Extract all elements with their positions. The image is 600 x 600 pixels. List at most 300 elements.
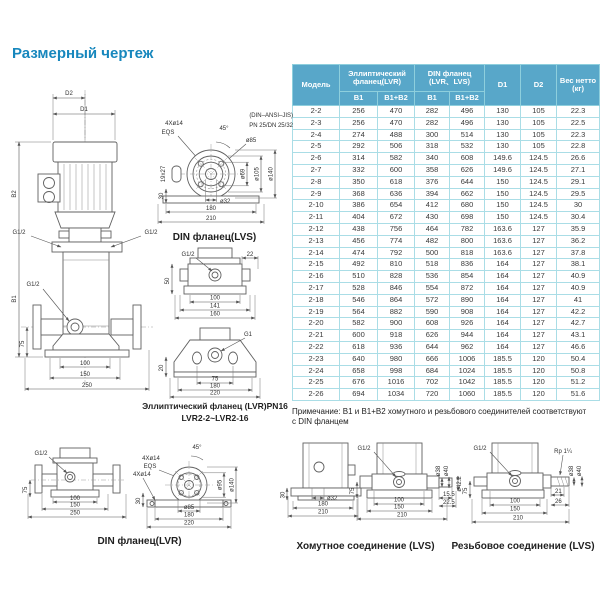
value-cell: 782 (450, 223, 485, 235)
value-cell: 1034 (378, 389, 415, 401)
dim-label-o69: ø69 (240, 168, 247, 180)
dim-label-o32: ø32 (327, 496, 338, 502)
value-cell: 22.3 (557, 129, 600, 141)
port-label-g12-left: G1/2 (12, 230, 26, 236)
value-cell: 124.5 (521, 212, 557, 224)
value-cell: 185.5 (485, 365, 521, 377)
model-cell: 2-23 (293, 353, 340, 365)
value-cell: 38.1 (557, 259, 600, 271)
dim-label-150: 150 (509, 506, 521, 513)
dim-label-21: 21 (555, 489, 562, 495)
table-row (293, 200, 600, 212)
table-row (293, 164, 600, 176)
slot-label-19x27: 19x27 (161, 165, 167, 183)
din-lvs-top-view-drawing (150, 106, 294, 232)
motor-outline (38, 142, 117, 228)
value-cell: 127 (521, 341, 557, 353)
dim-label-o105: ø105 (254, 167, 261, 181)
col-header-b1b2: B1+B2 (378, 92, 415, 106)
value-cell: 120 (521, 389, 557, 401)
value-cell: 127 (521, 271, 557, 283)
value-cell: 720 (415, 389, 450, 401)
model-cell: 2-21 (293, 330, 340, 342)
table-row (293, 330, 600, 342)
standard-label-1: (DIN–ANSI–JIS) (249, 113, 293, 119)
model-cell: 2-7 (293, 164, 340, 176)
value-cell: 496 (450, 117, 485, 129)
table-row (293, 377, 600, 389)
dimensions-table (292, 64, 600, 401)
value-cell: 618 (340, 341, 378, 353)
value-cell: 35.9 (557, 223, 600, 235)
col-header-din-flange: DIN фланец (LVR、LVS) (415, 65, 485, 92)
caption-line-1: Эллиптический фланец (LVR)PN16 (142, 401, 288, 411)
value-cell: 127 (521, 318, 557, 330)
dim-label-30: 30 (159, 192, 165, 200)
model-cell: 2-17 (293, 282, 340, 294)
value-cell: 124.5 (521, 200, 557, 212)
value-cell: 590 (415, 306, 450, 318)
value-cell: 810 (378, 259, 415, 271)
value-cell: 528 (340, 282, 378, 294)
col-header-b1: B1 (415, 92, 450, 106)
dim-label-210: 210 (317, 509, 329, 516)
value-cell: 120 (521, 353, 557, 365)
table-row (293, 271, 600, 283)
dim-label-22: 22 (246, 252, 254, 258)
caption-line-2: LVR2-2~LVR2-16 (181, 413, 249, 423)
value-cell: 105 (521, 117, 557, 129)
value-cell: 644 (450, 176, 485, 188)
value-cell: 150 (485, 188, 521, 200)
value-cell: 698 (450, 212, 485, 224)
value-cell: 518 (415, 259, 450, 271)
value-cell: 368 (340, 188, 378, 200)
value-cell: 256 (340, 117, 378, 129)
model-cell: 2-13 (293, 235, 340, 247)
dim-label-160: 160 (209, 311, 221, 318)
port-label-g12-right: G1/2 (144, 230, 158, 236)
model-cell: 2-15 (293, 259, 340, 271)
table-row (293, 153, 600, 165)
value-cell: 386 (340, 200, 378, 212)
value-cell: 27.1 (557, 164, 600, 176)
value-cell: 256 (340, 106, 378, 118)
eqs-label: EQS (143, 464, 157, 470)
value-cell: 546 (340, 294, 378, 306)
value-cell: 1060 (450, 389, 485, 401)
value-cell: 438 (340, 223, 378, 235)
table-row (293, 176, 600, 188)
value-cell: 164 (485, 330, 521, 342)
model-cell: 2-11 (293, 212, 340, 224)
value-cell: 1042 (450, 377, 485, 389)
value-cell: 358 (415, 164, 450, 176)
dim-label-30: 30 (280, 491, 287, 499)
dim-label-150: 150 (69, 502, 81, 509)
page-title: Размерный чертеж (12, 45, 154, 62)
value-cell: 818 (450, 247, 485, 259)
model-cell: 2-26 (293, 389, 340, 401)
clamp-front-view-drawing (280, 441, 363, 525)
dim-label-210: 210 (512, 515, 524, 522)
model-cell: 2-25 (293, 377, 340, 389)
value-cell: 124.5 (521, 176, 557, 188)
value-cell: 1024 (450, 365, 485, 377)
table-row (293, 318, 600, 330)
dim-label-o85: ø85 (183, 505, 195, 511)
value-cell: 40.9 (557, 282, 600, 294)
value-cell: 127 (521, 282, 557, 294)
dim-label-o32: ø32 (220, 199, 231, 205)
value-cell: 496 (450, 106, 485, 118)
dim-label-100: 100 (509, 498, 521, 505)
dim-label-o42-2: ø42.2 (457, 476, 463, 492)
bolt-count-label: 4Xø14 (142, 456, 160, 462)
dim-label-250: 250 (69, 510, 81, 517)
value-cell: 149.6 (485, 153, 521, 165)
value-cell: 314 (340, 153, 378, 165)
value-cell: 50.8 (557, 365, 600, 377)
din-lvr-side-view-drawing (25, 446, 130, 521)
dim-label-o40: ø40 (444, 465, 450, 477)
col-header-b1b2: B1+B2 (450, 92, 485, 106)
dim-label-75: 75 (463, 487, 469, 495)
table-row (293, 282, 600, 294)
value-cell: 532 (450, 141, 485, 153)
dim-label-100: 100 (209, 295, 221, 302)
dim-label-100: 100 (393, 497, 405, 504)
elliptical-flange-view-drawing (158, 326, 292, 402)
value-cell: 488 (378, 129, 415, 141)
table-row (293, 389, 600, 401)
dim-label-150: 150 (393, 504, 405, 511)
value-cell: 376 (415, 176, 450, 188)
value-cell: 500 (415, 247, 450, 259)
model-cell: 2-24 (293, 365, 340, 377)
value-cell: 846 (378, 282, 415, 294)
value-cell: 626 (450, 164, 485, 176)
bolt-count-label: 4Xø14 (165, 121, 183, 127)
port-label-g12: G1/2 (34, 451, 48, 457)
caption-din-flange-lvr: DIN фланец(LVR) (97, 536, 182, 547)
value-cell: 998 (378, 365, 415, 377)
model-cell: 2-14 (293, 247, 340, 259)
value-cell: 658 (340, 365, 378, 377)
value-cell: 792 (378, 247, 415, 259)
value-cell: 22.3 (557, 106, 600, 118)
value-cell: 350 (340, 176, 378, 188)
model-cell: 2-19 (293, 306, 340, 318)
value-cell: 292 (340, 141, 378, 153)
dim-label-100: 100 (79, 361, 91, 367)
bolt-count-label-2: 4Xø14 (133, 472, 151, 478)
value-cell: 130 (485, 129, 521, 141)
value-cell: 636 (378, 188, 415, 200)
table-row (293, 341, 600, 353)
value-cell: 164 (485, 341, 521, 353)
value-cell: 127 (521, 259, 557, 271)
port-label-g12: G1/2 (473, 446, 487, 452)
value-cell: 282 (415, 106, 450, 118)
value-cell: 127 (521, 235, 557, 247)
value-cell: 50.4 (557, 353, 600, 365)
value-cell: 900 (378, 318, 415, 330)
value-cell: 164 (485, 294, 521, 306)
value-cell: 854 (450, 271, 485, 283)
dim-label-o140: ø140 (229, 478, 236, 492)
dim-label-75: 75 (211, 376, 219, 383)
value-cell: 124.5 (521, 153, 557, 165)
port-label-g12: G1/2 (357, 446, 371, 452)
value-cell: 514 (450, 129, 485, 141)
value-cell: 120 (521, 377, 557, 389)
value-cell: 40.9 (557, 271, 600, 283)
value-cell: 918 (378, 330, 415, 342)
value-cell: 980 (378, 353, 415, 365)
dim-label-o140: ø140 (268, 167, 275, 181)
value-cell: 680 (450, 200, 485, 212)
col-header-weight: Вес нетто (кг) (557, 65, 600, 106)
value-cell: 274 (340, 129, 378, 141)
value-cell: 774 (378, 235, 415, 247)
dim-label-75: 75 (20, 340, 26, 348)
dimensions-table-wrap (292, 64, 599, 401)
model-cell: 2-2 (293, 106, 340, 118)
dim-label-75: 75 (23, 486, 29, 494)
model-cell: 2-6 (293, 153, 340, 165)
dim-label-150: 150 (79, 372, 91, 378)
value-cell: 149.6 (485, 164, 521, 176)
value-cell: 412 (415, 200, 450, 212)
value-cell: 105 (521, 141, 557, 153)
value-cell: 41 (557, 294, 600, 306)
table-row (293, 259, 600, 271)
value-cell: 105 (521, 106, 557, 118)
value-cell: 164 (485, 318, 521, 330)
value-cell: 684 (415, 365, 450, 377)
value-cell: 150 (485, 176, 521, 188)
table-row (293, 306, 600, 318)
value-cell: 564 (340, 306, 378, 318)
table-row (293, 117, 600, 129)
value-cell: 836 (450, 259, 485, 271)
value-cell: 37.8 (557, 247, 600, 259)
value-cell: 926 (450, 318, 485, 330)
dim-label-180: 180 (205, 206, 217, 212)
value-cell: 456 (340, 235, 378, 247)
value-cell: 164 (485, 306, 521, 318)
value-cell: 936 (378, 341, 415, 353)
table-row (293, 223, 600, 235)
value-cell: 185.5 (485, 377, 521, 389)
value-cell: 618 (378, 176, 415, 188)
value-cell: 676 (340, 377, 378, 389)
value-cell: 672 (378, 212, 415, 224)
value-cell: 150 (485, 200, 521, 212)
value-cell: 626 (415, 330, 450, 342)
table-row (293, 365, 600, 377)
value-cell: 36.2 (557, 235, 600, 247)
dim-label-220: 220 (183, 520, 195, 527)
threaded-side-view-drawing (460, 441, 595, 529)
value-cell: 882 (378, 306, 415, 318)
value-cell: 51.6 (557, 389, 600, 401)
value-cell: 640 (340, 353, 378, 365)
value-cell: 42.2 (557, 306, 600, 318)
table-row (293, 129, 600, 141)
value-cell: 470 (378, 117, 415, 129)
model-cell: 2-10 (293, 200, 340, 212)
dim-label-o38: ø38 (436, 465, 442, 477)
dim-label-100: 100 (69, 496, 81, 502)
value-cell: 318 (415, 141, 450, 153)
pump-head-outline (52, 228, 122, 334)
value-cell: 572 (415, 294, 450, 306)
dim-label-30: 30 (136, 497, 142, 505)
value-cell: 332 (340, 164, 378, 176)
dim-label-b2: B2 (12, 190, 18, 198)
dim-label-20: 20 (159, 364, 165, 372)
value-cell: 536 (415, 271, 450, 283)
table-row (293, 106, 600, 118)
model-cell: 2-3 (293, 117, 340, 129)
table-row (293, 188, 600, 200)
port-label-g12-mid: G1/2 (26, 282, 40, 288)
value-cell: 872 (450, 282, 485, 294)
value-cell: 864 (378, 294, 415, 306)
dim-label-22-5: 22.5 (443, 500, 455, 506)
model-cell: 2-12 (293, 223, 340, 235)
value-cell: 42.7 (557, 318, 600, 330)
din-lvs-side-view-drawing (158, 248, 292, 322)
col-header-model: Модель (293, 65, 340, 106)
dim-label-210: 210 (396, 512, 408, 519)
value-cell: 608 (450, 153, 485, 165)
table-row (293, 294, 600, 306)
dim-label-75: 75 (350, 487, 356, 495)
dim-label-180: 180 (317, 501, 329, 508)
dim-label-26: 26 (555, 499, 562, 505)
value-cell: 163.6 (485, 235, 521, 247)
port-label-g12: G1/2 (181, 252, 195, 258)
caption-clamp-connection: Хомутное соединение (LVS) (296, 541, 435, 552)
dim-label-d2: D2 (65, 91, 73, 97)
model-cell: 2-18 (293, 294, 340, 306)
value-cell: 30 (557, 200, 600, 212)
value-cell: 105 (521, 129, 557, 141)
value-cell: 756 (378, 223, 415, 235)
value-cell: 654 (378, 200, 415, 212)
model-cell: 2-20 (293, 318, 340, 330)
dim-label-o40: ø40 (577, 465, 583, 477)
value-cell: 164 (485, 282, 521, 294)
table-row (293, 141, 600, 153)
flange-base (163, 196, 259, 203)
value-cell: 482 (415, 235, 450, 247)
model-cell: 2-8 (293, 176, 340, 188)
value-cell: 164 (485, 259, 521, 271)
value-cell: 163.6 (485, 223, 521, 235)
value-cell: 163.6 (485, 247, 521, 259)
clamp-side-view-drawing (352, 441, 467, 526)
value-cell: 608 (415, 318, 450, 330)
value-cell: 600 (340, 330, 378, 342)
caption-elliptical-flange (130, 400, 300, 424)
value-cell: 127 (521, 223, 557, 235)
value-cell: 120 (521, 365, 557, 377)
value-cell: 702 (415, 377, 450, 389)
value-cell: 694 (340, 389, 378, 401)
table-row (293, 235, 600, 247)
dim-label-180: 180 (209, 383, 221, 390)
value-cell: 150 (485, 212, 521, 224)
value-cell: 340 (415, 153, 450, 165)
caption-threaded-connection: Резьбовое соединение (LVS) (451, 541, 595, 552)
value-cell: 51.2 (557, 377, 600, 389)
din-lvr-top-view-drawing (133, 440, 258, 535)
dim-label-o85: ø85 (245, 138, 257, 144)
col-header-b1: B1 (340, 92, 378, 106)
value-cell: 582 (378, 153, 415, 165)
value-cell: 800 (450, 235, 485, 247)
value-cell: 890 (450, 294, 485, 306)
value-cell: 644 (415, 341, 450, 353)
dim-label-o38: ø38 (569, 465, 575, 477)
value-cell: 164 (485, 271, 521, 283)
value-cell: 300 (415, 129, 450, 141)
col-header-elliptical-flange: Эллиптический фланец(LVR) (340, 65, 415, 92)
table-row (293, 247, 600, 259)
dim-label-15-5: 15.5 (443, 492, 455, 498)
value-cell: 554 (415, 282, 450, 294)
model-cell: 2-5 (293, 141, 340, 153)
dim-label-50: 50 (165, 277, 171, 285)
dim-label-141: 141 (209, 303, 221, 310)
dim-label-180: 180 (183, 512, 195, 519)
value-cell: 124.5 (521, 164, 557, 176)
value-cell: 1006 (450, 353, 485, 365)
value-cell: 43.1 (557, 330, 600, 342)
value-cell: 506 (378, 141, 415, 153)
dim-label-220: 220 (209, 390, 221, 397)
value-cell: 22.5 (557, 117, 600, 129)
value-cell: 127 (521, 247, 557, 259)
value-cell: 470 (378, 106, 415, 118)
value-cell: 962 (450, 341, 485, 353)
value-cell: 430 (415, 212, 450, 224)
value-cell: 908 (450, 306, 485, 318)
value-cell: 130 (485, 117, 521, 129)
value-cell: 282 (415, 117, 450, 129)
value-cell: 185.5 (485, 389, 521, 401)
standard-label-2: PN 25/DN 25/32 (249, 123, 293, 129)
value-cell: 510 (340, 271, 378, 283)
value-cell: 662 (450, 188, 485, 200)
dim-label-b1: B1 (12, 295, 18, 303)
thread-label-rp: Rp 1¼ (554, 449, 572, 455)
eqs-label: EQS (161, 130, 175, 136)
model-cell: 2-22 (293, 341, 340, 353)
value-cell: 22.8 (557, 141, 600, 153)
value-cell: 1016 (378, 377, 415, 389)
table-header (293, 65, 600, 106)
value-cell: 394 (415, 188, 450, 200)
value-cell: 127 (521, 330, 557, 342)
value-cell: 464 (415, 223, 450, 235)
value-cell: 404 (340, 212, 378, 224)
value-cell: 582 (340, 318, 378, 330)
